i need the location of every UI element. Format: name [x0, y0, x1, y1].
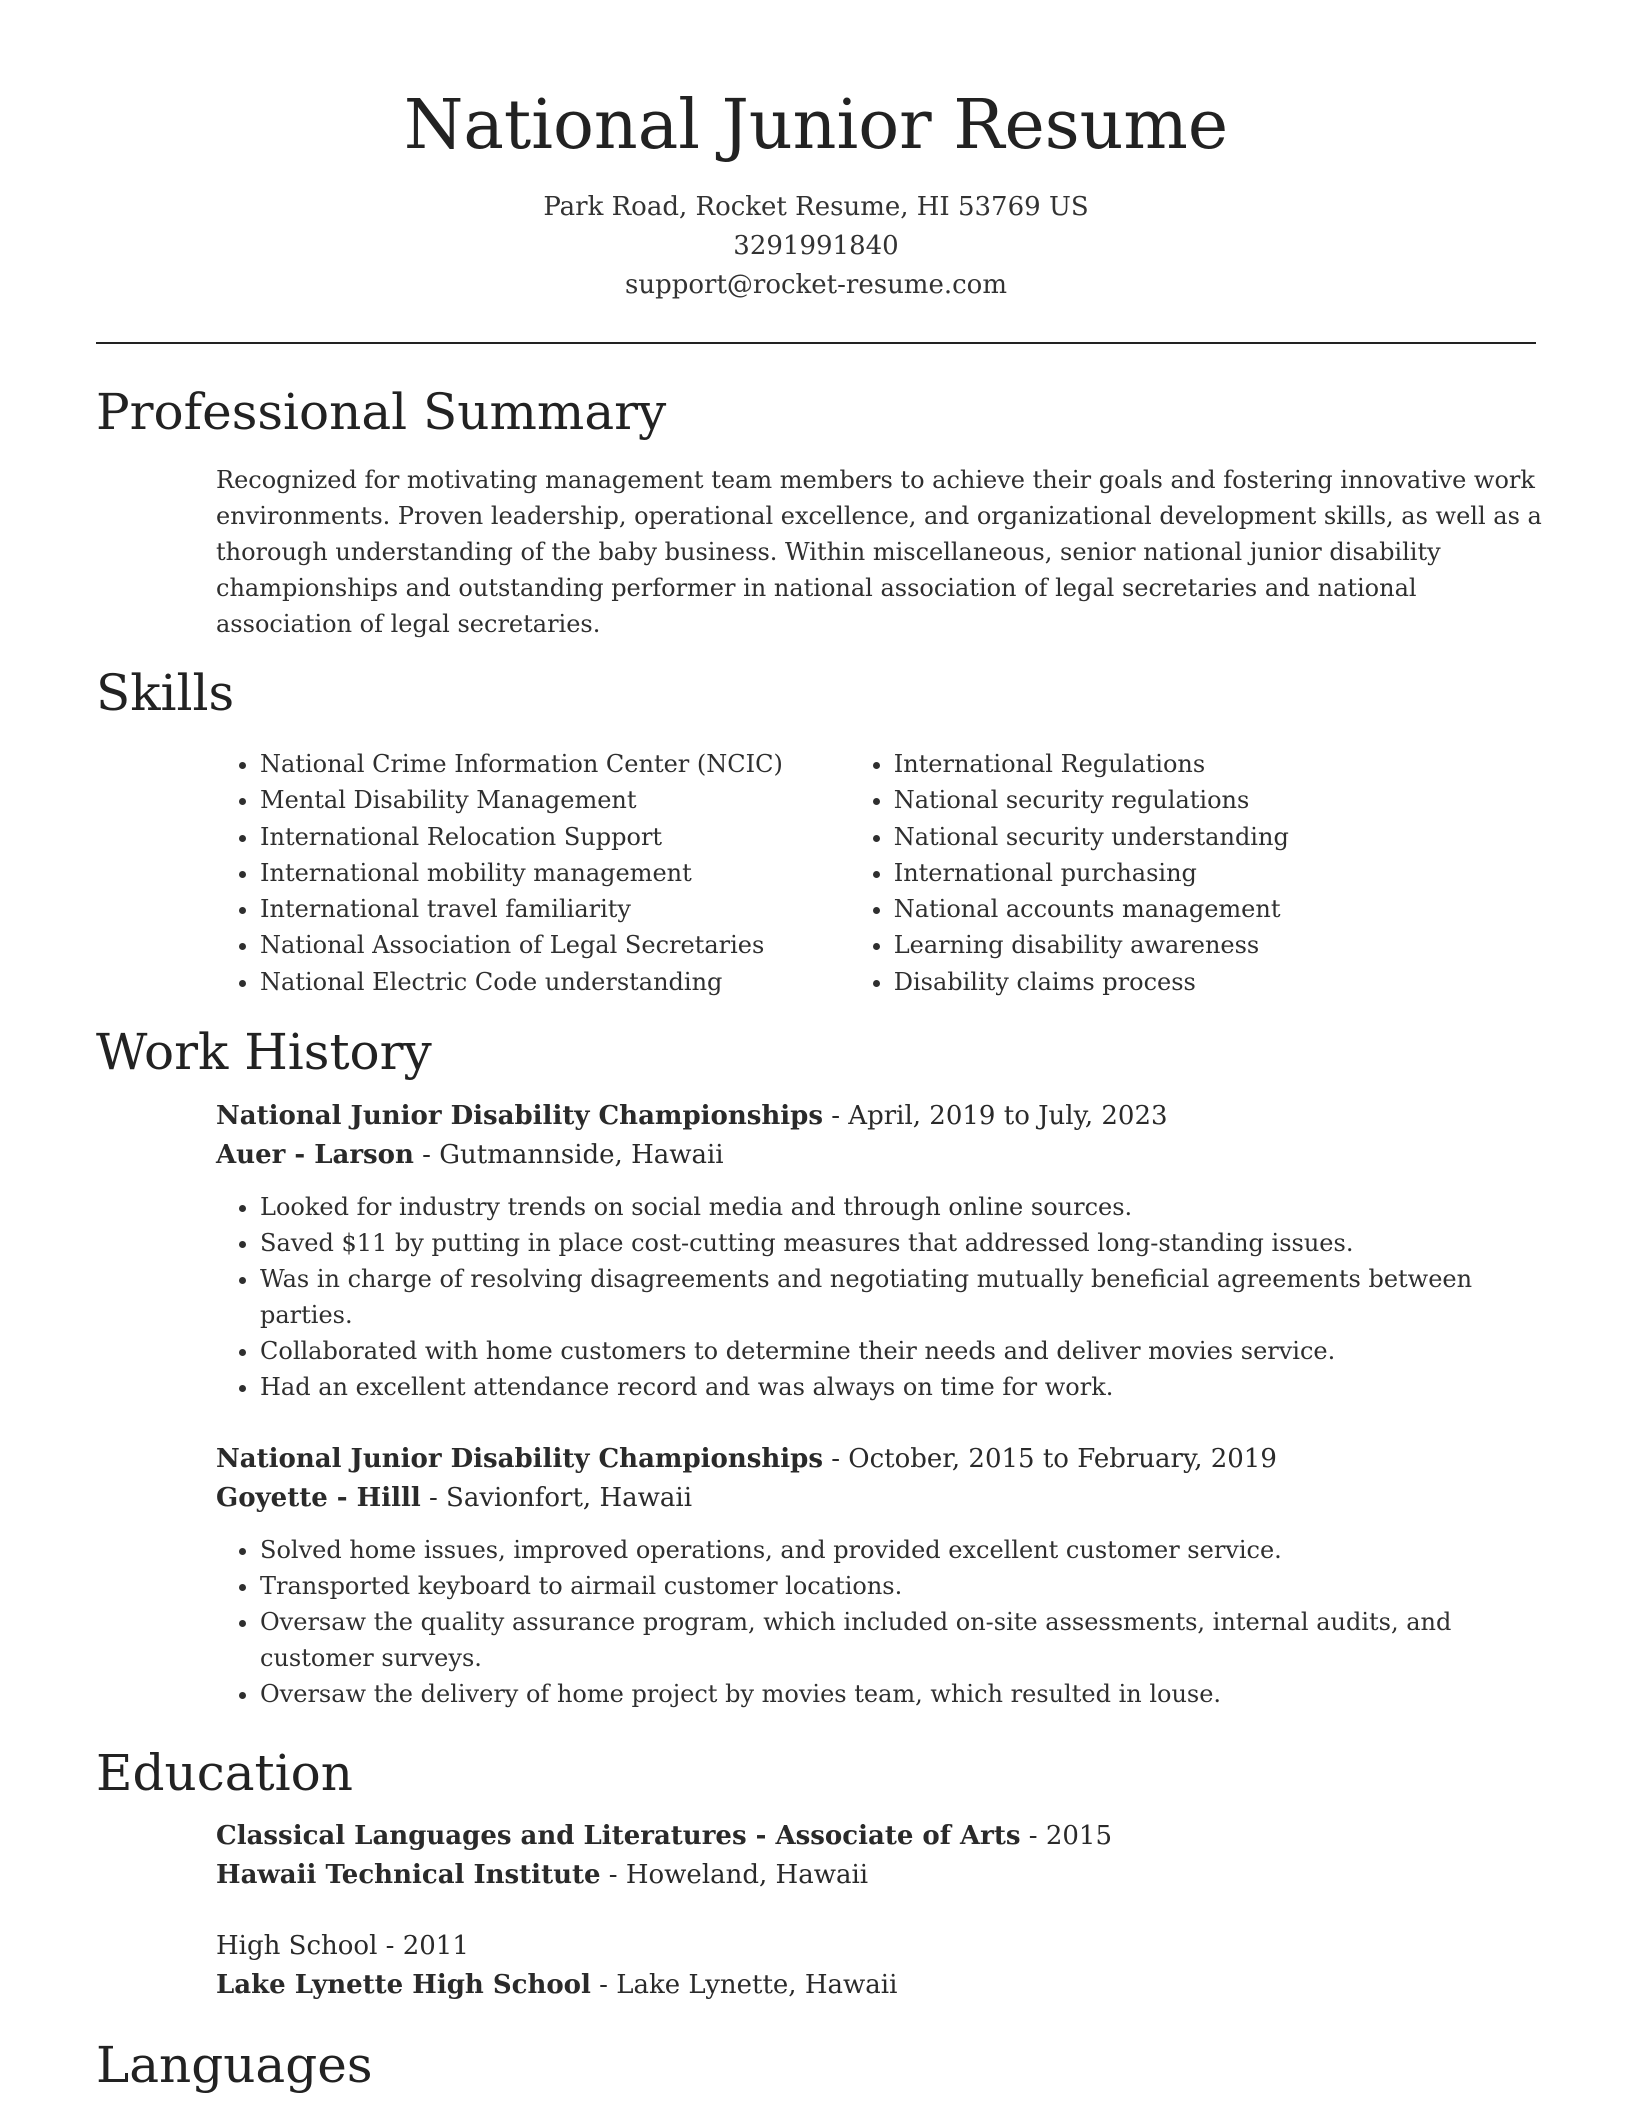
job-dates: - October, 2015 to February, 2019	[822, 1444, 1277, 1474]
skills-column-right	[850, 746, 1536, 1000]
job-duties	[216, 1532, 1542, 1712]
education-entry	[216, 1927, 1536, 2005]
job-duty: • Saved $11 by putting in place cost-cutting measures that addressed long-standing issues.	[260, 1225, 1542, 1261]
job-duties	[216, 1189, 1542, 1405]
skill-item: • International travel familiarity	[260, 891, 850, 927]
skill-item: • National security regulations	[894, 782, 1536, 818]
education-degree-line	[216, 1817, 1536, 1856]
education-location: - Howeland, Hawaii	[600, 1860, 869, 1890]
education-heading: Education	[96, 1744, 353, 1802]
job-position: National Junior Disability Championships	[216, 1101, 823, 1131]
skill-item: • Learning disability awareness	[894, 927, 1536, 963]
education-degree: High School	[216, 1931, 378, 1961]
education-location: - Lake Lynette, Hawaii	[590, 1970, 898, 2000]
job-employer-line	[216, 1479, 1542, 1518]
education-year: - 2011	[377, 1931, 469, 1961]
job-title-line	[216, 1097, 1542, 1136]
job-employer: Goyette - Hilll	[216, 1483, 421, 1513]
job-position: National Junior Disability Championships	[216, 1444, 823, 1474]
languages-heading: Languages	[96, 2036, 373, 2094]
job-duty: • Was in charge of resolving disagreements and negotiating mutually beneficial agreements between parties.	[260, 1261, 1542, 1333]
skill-item: • National Electric Code understanding	[260, 964, 850, 1000]
job-duty: • Oversaw the delivery of home project by movies team, which resulted in louse.	[260, 1676, 1542, 1712]
skills-column-left	[216, 746, 850, 1000]
job-duty: • Had an excellent attendance record and was always on time for work.	[260, 1369, 1542, 1405]
job-dates: - April, 2019 to July, 2023	[822, 1101, 1168, 1131]
skill-item: • International mobility management	[260, 855, 850, 891]
skills-list	[216, 746, 1536, 1000]
skill-item: • International Relocation Support	[260, 819, 850, 855]
header-divider	[96, 342, 1536, 344]
contact-phone: 3291991840	[733, 231, 899, 261]
job-employer: Auer - Larson	[216, 1140, 414, 1170]
education-school-line	[216, 1966, 1536, 2005]
work-history-heading: Work History	[96, 1023, 432, 1081]
candidate-name: National Junior Resume	[403, 86, 1229, 165]
summary-heading: Professional Summary	[96, 383, 667, 441]
job-entry	[216, 1097, 1542, 1405]
skill-item: • National security understanding	[894, 819, 1536, 855]
contact-address: Park Road, Rocket Resume, HI 53769 US	[543, 192, 1089, 222]
job-duty: • Transported keyboard to airmail customer locations.	[260, 1568, 1542, 1604]
contact-email: support@rocket-resume.com	[624, 270, 1007, 300]
skill-item: • International purchasing	[894, 855, 1536, 891]
skill-item: • National Crime Information Center (NCIC)	[260, 746, 850, 782]
education-school: Hawaii Technical Institute	[216, 1860, 601, 1890]
skills-heading: Skills	[96, 664, 235, 722]
education-year: - 2015	[1020, 1821, 1112, 1851]
skill-item: • International Regulations	[894, 746, 1536, 782]
job-duty: • Looked for industry trends on social media and through online sources.	[260, 1189, 1542, 1225]
job-title-line	[216, 1440, 1542, 1479]
job-employer-line	[216, 1136, 1542, 1175]
education-degree: Classical Languages and Literatures - Associate of Arts	[216, 1821, 1021, 1851]
job-duty: • Collaborated with home customers to determine their needs and deliver movies service.	[260, 1333, 1542, 1369]
education-entry	[216, 1817, 1536, 1895]
summary-text: Recognized for motivating management team members to achieve their goals and fostering innovative work environments. Proven leadership, operational excellence, and organizational development skills, as well as a thorough understanding of the baby business. Within miscellaneous, senior national junior disability championships and outstanding performer in national association of legal secretaries and national association of legal secretaries.	[216, 466, 1542, 638]
education-degree-line	[216, 1927, 1536, 1966]
skill-item: • National accounts management	[894, 891, 1536, 927]
education-school: Lake Lynette High School	[216, 1970, 591, 2000]
skill-item: • National Association of Legal Secretaries	[260, 927, 850, 963]
skill-item: • Mental Disability Management	[260, 782, 850, 818]
education-school-line	[216, 1856, 1536, 1895]
job-duty: • Oversaw the quality assurance program, which included on-site assessments, internal audits, and customer surveys.	[260, 1604, 1542, 1676]
job-duty: • Solved home issues, improved operations, and provided excellent customer service.	[260, 1532, 1542, 1568]
job-entry	[216, 1440, 1542, 1712]
job-location: - Gutmannside, Hawaii	[413, 1140, 724, 1170]
job-location: - Savionfort, Hawaii	[420, 1483, 693, 1513]
resume-header	[0, 84, 1632, 305]
skill-item: • Disability claims process	[894, 964, 1536, 1000]
contact-block	[0, 188, 1632, 305]
